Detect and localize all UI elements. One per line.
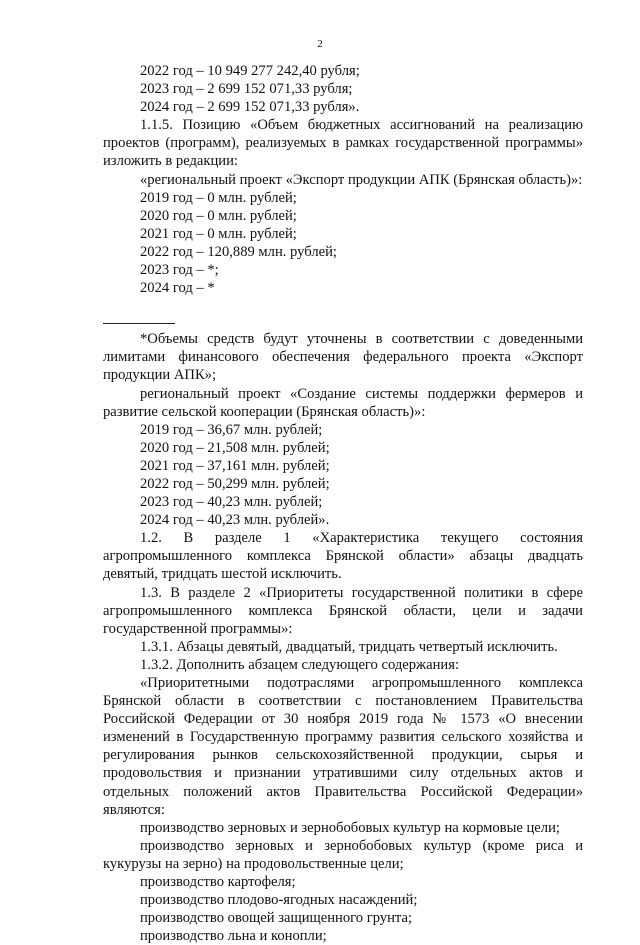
priority-item-flax-hemp: производство льна и конопли; <box>140 928 327 945</box>
budget-line-2022: 2022 год – 10 949 277 242,40 рубля; <box>140 63 360 79</box>
export-2023: 2023 год – *; <box>140 262 219 279</box>
project-farmers-title: региональный проект «Создание системы поддержки фермеров и развитие сельской кооперации (Брянская область)»: <box>103 385 583 420</box>
farmers-2022: 2022 год – 50,299 млн. рублей; <box>140 475 330 492</box>
clause-1-1-5: 1.1.5. Позицию «Объем бюджетных ассигнований на реализацию проектов (программ), реализуемых в рамках государственной программы» изложить в редакции: <box>103 117 583 170</box>
export-2024: 2024 год – * <box>140 280 215 297</box>
clause-1-3-1: 1.3.1. Абзацы девятый, двадцатый, тридцать четвертый исключить. <box>140 638 558 655</box>
export-2020: 2020 год – 0 млн. рублей; <box>140 207 297 224</box>
clause-1-3-2: 1.3.2. Дополнить абзацем следующего содержания: <box>140 656 460 673</box>
page-number: 2 <box>317 38 323 50</box>
clause-1-2: 1.2. В разделе 1 «Характеристика текущего состояния агропромышленного комплекса Брянской области» абзацы двадцать девятый, тридцать шестой исключить. <box>103 530 583 583</box>
footnote-text: *Объемы средств будут уточнены в соответствии с доведенными лимитами финансового обеспечения федерального проекта «Экспорт продукции АПК»; <box>103 331 583 384</box>
export-2019: 2019 год – 0 млн. рублей; <box>140 189 297 206</box>
priority-item-grain-food: производство зерновых и зернобобовых культур (кроме риса и кукурузы на зерно) на продовольственные цели; <box>103 837 583 872</box>
document-body <box>103 62 583 945</box>
priority-item-potato: производство картофеля; <box>140 874 296 891</box>
spacer <box>103 297 583 315</box>
priority-subsectors-intro: «Приоритетными подотраслями агропромышленного комплекса Брянской области в соответствии с постановлением Правительства Российской Федерации от 30 ноября 2019 года № 1573 «О внесении изменений в Государственную программу развития сельского хозяйства и регулирования рынков сельскохозяйственной продукции, сырья и продовольствия и признании утратившими силу отдельных актов и отдельных положений актов Правительства Российской Федерации» являются: <box>103 675 583 818</box>
farmers-2024: 2024 год – 40,23 млн. рублей». <box>140 512 330 529</box>
clause-1-3: 1.3. В разделе 2 «Приоритеты государственной политики в сфере агропромышленного комплекса Брянской области, цели и задачи государственной программы»: <box>103 584 583 637</box>
export-2022: 2022 год – 120,889 млн. рублей; <box>140 243 337 260</box>
farmers-2020: 2020 год – 21,508 млн. рублей; <box>140 439 330 456</box>
farmers-2023: 2023 год – 40,23 млн. рублей; <box>140 494 323 511</box>
priority-item-greenhouse: производство овощей защищенного грунта; <box>140 910 412 927</box>
priority-item-grain-feed: производство зерновых и зернобобовых культур на кормовые цели; <box>140 819 560 836</box>
footnote-separator <box>103 323 175 324</box>
budget-line-2023: 2023 год – 2 699 152 071,33 рубля; <box>140 81 353 98</box>
export-2021: 2021 год – 0 млн. рублей; <box>140 225 297 242</box>
priority-item-orchards: производство плодово-ягодных насаждений; <box>140 892 418 909</box>
farmers-2019: 2019 год – 36,67 млн. рублей; <box>140 421 323 438</box>
budget-line-2024: 2024 год – 2 699 152 071,33 рубля». <box>140 99 360 116</box>
farmers-2021: 2021 год – 37,161 млн. рублей; <box>140 457 330 474</box>
project-export-title: «региональный проект «Экспорт продукции АПК (Брянская область)»: <box>140 171 583 188</box>
